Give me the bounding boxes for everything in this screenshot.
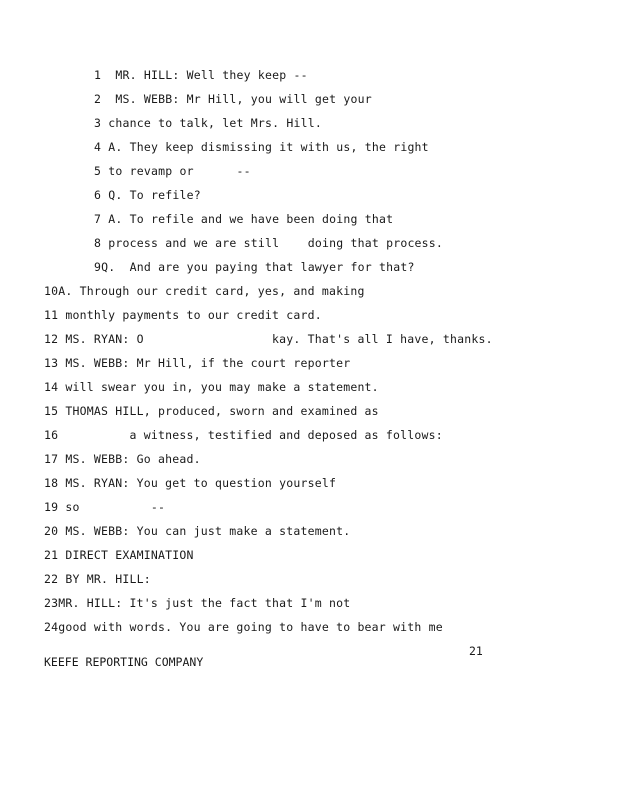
transcript-line-5: 5 to revamp or -- bbox=[94, 164, 251, 178]
transcript-line-6: 6 Q. To refile? bbox=[94, 188, 201, 202]
transcript-line-1: 1 MR. HILL: Well they keep -- bbox=[94, 68, 308, 82]
transcript-line-7: 7 A. To refile and we have been doing that bbox=[94, 212, 394, 226]
transcript-line-24: 24good with words. You are going to have to bear with me bbox=[44, 620, 443, 634]
transcript-line-3: 3 chance to talk, let Mrs. Hill. bbox=[94, 116, 322, 130]
transcript-line-20: 20 MS. WEBB: You can just make a statement. bbox=[44, 524, 351, 538]
transcript-line-4: 4 A. They keep dismissing it with us, the right bbox=[94, 140, 429, 154]
reporting-company-footer: KEEFE REPORTING COMPANY bbox=[44, 655, 204, 669]
transcript-line-17: 17 MS. WEBB: Go ahead. bbox=[44, 452, 201, 466]
transcript-line-21: 21 DIRECT EXAMINATION bbox=[44, 548, 194, 562]
transcript-line-15: 15 THOMAS HILL, produced, sworn and examined as bbox=[44, 404, 379, 418]
transcript-line-10: 10A. Through our credit card, yes, and making bbox=[44, 284, 365, 298]
transcript-line-13: 13 MS. WEBB: Mr Hill, if the court reporter bbox=[44, 356, 351, 370]
transcript-line-14: 14 will swear you in, you may make a statement. bbox=[44, 380, 379, 394]
transcript-line-19: 19 so -- bbox=[44, 500, 166, 514]
transcript-line-22: 22 BY MR. HILL: bbox=[44, 572, 151, 586]
transcript-line-11: 11 monthly payments to our credit card. bbox=[44, 308, 322, 322]
transcript-line-8: 8 process and we are still doing that process. bbox=[94, 236, 444, 250]
transcript-line-23: 23MR. HILL: It's just the fact that I'm not bbox=[44, 596, 351, 610]
transcript-line-16: 16 a witness, testified and deposed as follows: bbox=[44, 428, 443, 442]
transcript-line-2: 2 MS. WEBB: Mr Hill, you will get your bbox=[94, 92, 372, 106]
transcript-line-12: 12 MS. RYAN: O kay. That's all I have, thanks. bbox=[44, 332, 493, 346]
transcript-line-9: 9Q. And are you paying that lawyer for that? bbox=[94, 260, 415, 274]
transcript-line-18: 18 MS. RYAN: You get to question yourself bbox=[44, 476, 337, 490]
page-number: 21 bbox=[469, 644, 483, 658]
